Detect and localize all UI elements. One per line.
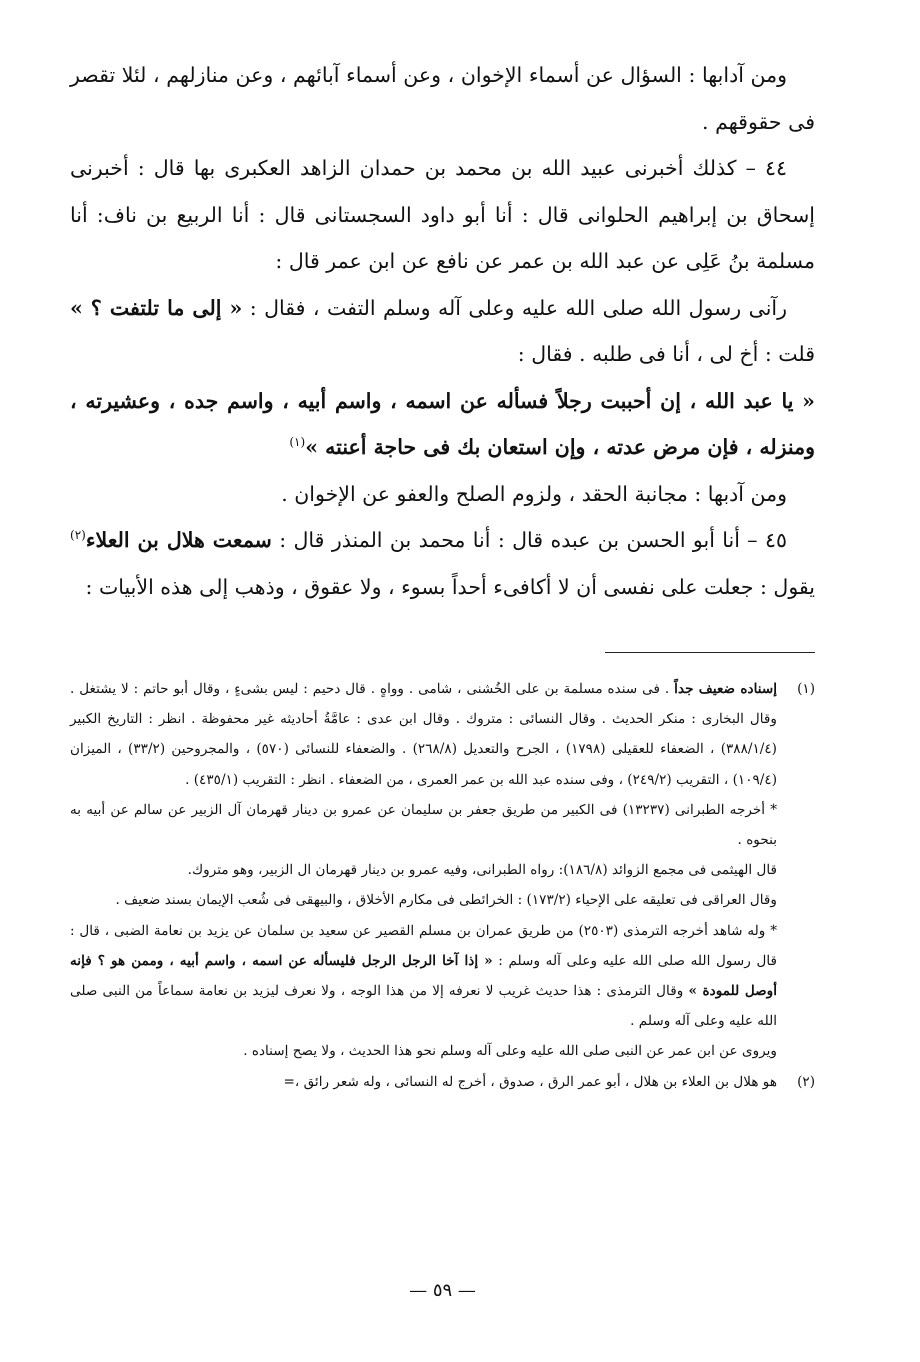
- paragraph-hadith-45: [70, 517, 815, 610]
- prophet-question: « إلى ما تلتفت ؟ »: [70, 295, 243, 320]
- hadith-45-bold: سمعت هلال بن العلاء: [85, 528, 272, 552]
- footnote-1-para-1: [70, 674, 777, 795]
- footnotes: [70, 674, 815, 1097]
- page-number: — ٥٩ —: [409, 1280, 476, 1301]
- footnote-1-text: . فى سنده مسلمة بن على الخُشنى ، شامى . وواهٍ . قال دحيم : ليس بشىءٍ ، وقال أبو حاتم : لا يشتغل . وقال البخارى : منكر الحديث . وقال النسائى : متروك . وقال ابن عدى : عامَّةُ أحاديثه غير محفوظة . انظر : التاريخ الكبير (٣٨٨/١/٤) ، الضعفاء للعقيلى (١٧٩٨) ، الجرح والتعديل (٢٦٨/٨) . والضعفاء للنسائى (٥٧٠) ، والمجروحين (٣٣/٢) ، الميزان (١٠٩/٤) ، التقريب (٢٤٩/٢) ، وفى سنده عبد الله بن عمر العمرى ، من الضعفاء . انظر : التقريب (٤٣٥/١) .: [70, 681, 777, 788]
- paragraph-hadith-44-narration: [70, 285, 815, 378]
- paragraph-adab-hiqd: ومن آدبها : مجانبة الحقد ، ولزوم الصلح والعفو عن الإخوان .: [281, 481, 787, 506]
- paragraph-hadith-44-isnad: ٤٤ – كذلك أخبرنى عبيد الله بن محمد بن حمدان الزاهد العكبرى بها قال : أخبرنى إسحاق بن إبراهيم الحلوانى قال : أنا أبو داود السجستانى قال : أنا الربيع بن ناف: أنا مسلمة بنُ عَلِى عن عبد الله بن عمر عن نافع عن ابن عمر قال :: [70, 156, 815, 273]
- footnote-1-para-2: * أخرجه الطبرانى (١٣٢٣٧) فى الكبير من طريق جعفر بن سليمان عن عمرو بن دينار قهرمان آل الزبير عن سالم عن أبيه به بنحوه .: [70, 801, 777, 849]
- footnote-1: [70, 674, 815, 1067]
- paragraph-adab-names: ومن آدابها : السؤال عن أسماء الإخوان ، وعن أسماء آبائهم ، وعن منازلهم ، لئلا تقصر فى حقوقهم .: [70, 63, 815, 134]
- paragraph-hadith-44-matn: [70, 378, 815, 471]
- footnote-1-para-3: قال الهيثمى فى مجمع الزوائد (١٨٦/٨): رواه الطبرانى، وفيه عمرو بن دينار قهرمان ال الزبير، وهو متروك.: [187, 862, 777, 879]
- footnote-ref-1: (١): [289, 435, 306, 450]
- footnote-2: [70, 1067, 815, 1097]
- footnote-1-grade: إسناده ضعيف جداً: [674, 681, 777, 697]
- footnote-1-shahid-matn: « إذا آخا الرجل الرجل فليسأله عن اسمه ، واسم أبيه ، وممن هو ؟ فإنه أوصل للمودة »: [70, 952, 778, 1000]
- main-text: [70, 52, 815, 610]
- footnote-ref-2: (٢): [70, 528, 86, 543]
- footnote-1-tirmidhi: وقال الترمذى : هذا حديث غريب لا نعرفه إلا من هذا الوجه ، ولا نعرف ليزيد بن نعامة سماعاً من النبى صلى الله عليه وعلى آله وسلم .: [70, 983, 777, 1030]
- footnote-body: هو هلال بن العلاء بن هلال ، أبو عمر الرق ، صدوق ، أخرج له النسائى ، وله شعر رائق ،=: [283, 1073, 777, 1090]
- footnote-number: (٢): [797, 1073, 815, 1090]
- footnote-body: [70, 674, 777, 1067]
- hadith-matn: « يا عبد الله ، إن أحببت رجلاً فسأله عن اسمه ، واسم أبيه ، واسم جده ، وعشيرته ، ومنزله ، فإن مرض عدته ، وإن استعان بك فى حاجة أعنته »: [70, 388, 815, 459]
- footnote-1-para-5: [70, 916, 777, 1037]
- footnote-divider: [605, 652, 815, 653]
- footnote-number: (١): [797, 681, 815, 697]
- footnote-1-para-4: وقال العراقى فى تعليقه على الإحياء (١٧٣/٢) : الخرائطى فى مكارم الأخلاق ، والبيهقى فى شُعب الإيمان بسند ضعيف .: [115, 892, 777, 909]
- narration-end: قلت : أخ لى ، أنا فى طلبه . فقال :: [517, 342, 815, 366]
- footnote-1-shahid: * وله شاهد أخرجه الترمذى (٢٥٠٣) من طريق عمران بن مسلم القصير عن سعيد بن سلمان عن يزيد بن نعامة الضبى ، قال : قال رسول الله صلى الله عليه وعلى آله وسلم :: [70, 922, 777, 969]
- book-page: [70, 40, 815, 1330]
- hadith-45-end: يقول : جعلت على نفسى أن لا أكافىء أحداً بسوء ، ولا عقوق ، وذهب إلى هذه الأبيات :: [85, 574, 815, 599]
- footnote-1-para-6: ويروى عن ابن عمر عن النبى صلى الله عليه وعلى آله وسلم نحو هذا الحديث ، ولا يصح إسناده .: [243, 1043, 777, 1060]
- narration-start: رآنى رسول الله صلى الله عليه وعلى آله وسلم التفت ، فقال :: [249, 295, 787, 320]
- hadith-45-start: ٤٥ – أنا أبو الحسن بن عبده قال : أنا محمد بن المنذر قال :: [279, 528, 787, 552]
